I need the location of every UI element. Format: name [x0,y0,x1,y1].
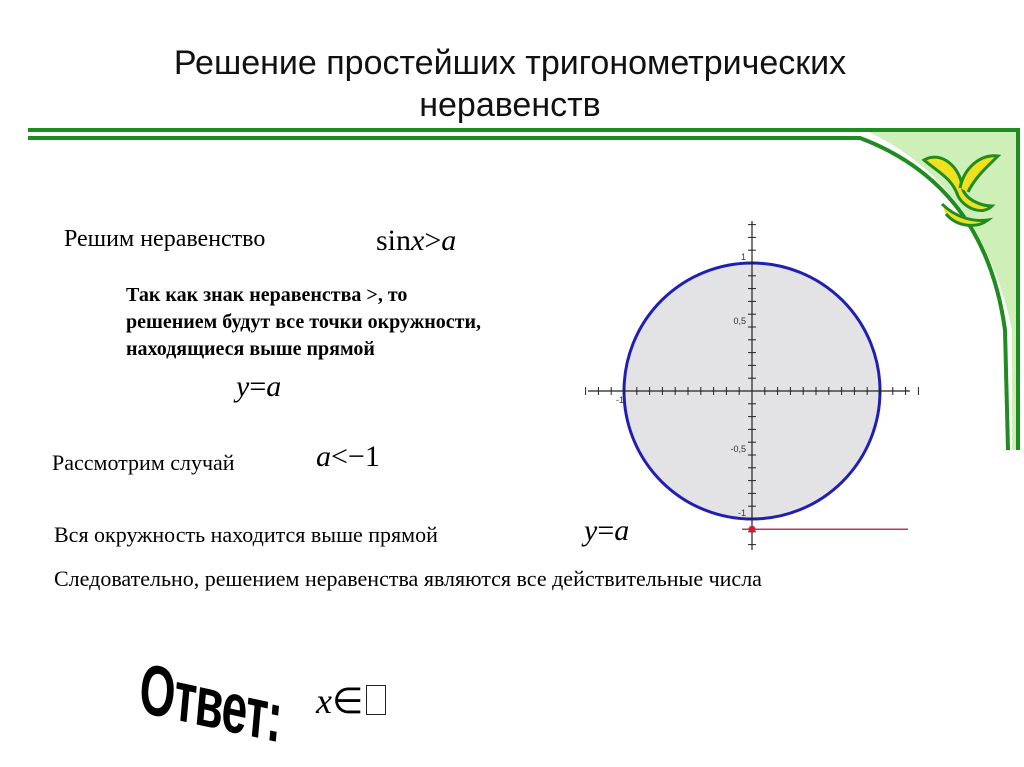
line-eq2-sign: = [597,514,615,547]
line-eq-a: a [266,370,282,403]
inequality-op: > [424,224,442,257]
case-label: Рассмотрим случай [52,450,235,475]
real-numbers-symbol [366,685,386,715]
answer-label: Ответ: [136,647,286,758]
y-tick-label: 0,5 [733,316,746,326]
case-a: a [316,440,331,473]
answer-in: ∈ [331,681,364,721]
x-tick-label: -1 [616,395,625,405]
page-title [80,42,940,126]
y-tick-label: -1 [737,508,746,518]
case-formula [316,440,380,474]
title-line-2: неравенств [419,86,601,124]
unit-circle-graph [580,215,920,555]
case-rhs: −1 [347,440,380,473]
line-eq-y: y [236,370,250,403]
line-eq2-y: y [584,514,598,547]
explanation-line-1: Так как знак неравенства >, то [126,284,408,306]
line-equation [236,370,281,404]
explanation-line-3: находящиеся выше прямой [126,338,375,360]
solve-label: Решим неравенство [64,226,266,252]
explanation-line-2: решением будут все точки окружности, [126,311,482,333]
explanation-block [126,282,586,363]
answer-formula [316,680,386,722]
title-line-1: Решение простейших тригонометрических [173,44,847,82]
case-op: < [331,440,348,473]
y-tick-label: -0,5 [730,444,746,454]
above-line-text: Вся окружность находится выше прямой [54,522,438,547]
inequality-rhs: a [441,224,457,257]
inequality-formula [376,224,456,258]
sin-function: sin [376,224,412,257]
line-y-axis-point [749,526,756,533]
conclusion-text: Следовательно, решением неравенства являются все действительные числа [54,566,762,591]
inequality-var: x [411,224,425,257]
sprout-icon [912,148,1012,238]
line-eq-sign: = [249,370,267,403]
answer-x: x [316,681,332,721]
y-tick-label: 1 [740,252,746,262]
line-eq2-a: a [614,514,630,547]
